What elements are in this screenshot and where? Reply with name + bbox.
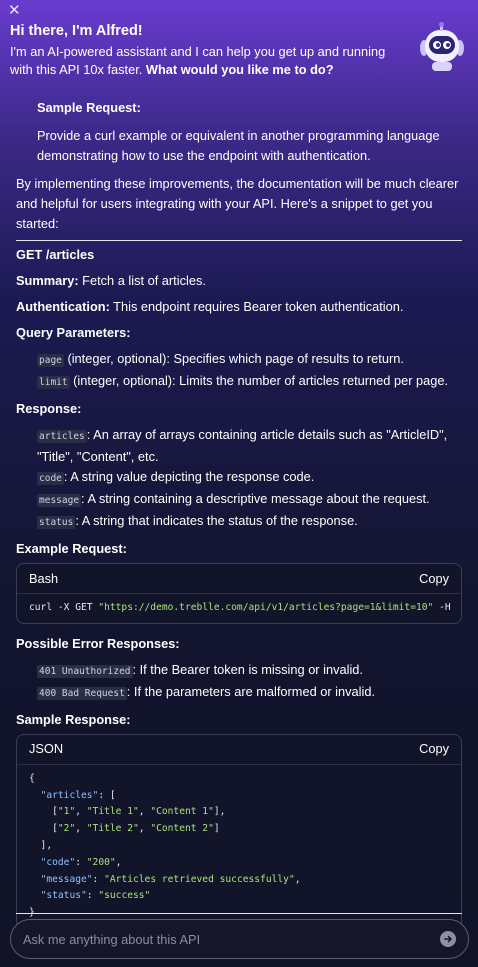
code-line: { (29, 772, 35, 784)
code-language-label: JSON (29, 741, 64, 757)
sample-request-title: Sample Request: (37, 100, 141, 115)
code-language-label: Bash (29, 570, 59, 586)
list-item: 401 Unauthorized : If the Bearer token is missing or invalid. (39, 661, 363, 677)
sample-request-block (16, 98, 462, 166)
arrow-right-icon (443, 934, 453, 944)
query-parameters-list (16, 349, 462, 393)
copy-button[interactable]: Copy (419, 741, 449, 757)
sample-response-codebox (16, 734, 462, 929)
divider (16, 240, 462, 241)
response-list (16, 425, 462, 533)
code-line: ["1", "Title 1", "Content 1"], (29, 806, 226, 818)
list-item: status : A string that indicates the status of the response. (39, 513, 358, 528)
list-item: code : A string value depicting the response code. (39, 469, 315, 484)
code-line: "articles": [ (40, 789, 116, 801)
code-line: ["2", "Title 2", "Content 2"] (29, 823, 220, 835)
code-line: "message": "Articles retrieved successfully", (40, 873, 301, 885)
list-item: limit (integer, optional): Limits the number of articles returned per page. (39, 373, 449, 388)
list-item: articles : An array of arrays containing article details such as "ArticleID", "Title", "Content", etc. (37, 427, 448, 464)
summary-paragraph: By implementing these improvements, the documentation will be much clearer and helpful for users integrating with your API. Here's a snippet to get you started: (16, 176, 459, 231)
example-request-title: Example Request: (16, 541, 127, 556)
list-item: message : A string containing a descriptive message about the request. (39, 491, 430, 506)
copy-button[interactable]: Copy (419, 570, 449, 586)
code-block (17, 765, 461, 928)
authentication-line: Authentication: This endpoint requires Bearer token authentication. (16, 299, 404, 314)
codebox-header (17, 735, 461, 765)
codebox-header (17, 564, 461, 594)
divider (16, 913, 462, 914)
code-line: "code": "200", (40, 856, 122, 868)
greeting-title: Hi there, I'm Alfred! (10, 23, 143, 39)
close-button[interactable]: ✕ (8, 1, 21, 19)
query-parameters-title: Query Parameters: (16, 325, 131, 340)
header (10, 22, 410, 79)
sample-request-text: Provide a curl example or equivalent in another programming language demonstrating how to use the endpoint with authentication. (37, 128, 440, 163)
list-item: page (integer, optional): Specifies which page of results to return. (39, 351, 404, 366)
intro-question: What would you like me to do? (145, 62, 334, 77)
summary-line: Summary: Fetch a list of articles. (16, 273, 206, 288)
chat-content (16, 98, 462, 939)
error-responses-title: Possible Error Responses: (16, 635, 180, 651)
example-request-codebox (16, 563, 462, 624)
sample-response-title: Sample Response: (16, 711, 131, 727)
chat-input[interactable] (23, 932, 440, 947)
endpoint-title: GET /articles (16, 247, 95, 262)
list-item: 400 Bad Request : If the parameters are malformed or invalid. (39, 683, 376, 699)
robot-avatar-icon (416, 22, 468, 74)
chat-input-bar (10, 919, 469, 959)
error-responses-list (16, 660, 462, 704)
code-line: "status": "success" (40, 890, 151, 902)
send-button[interactable] (440, 931, 456, 947)
response-title: Response: (16, 401, 82, 416)
intro-text: I'm an AI-powered assistant and I can help you get up and running with this API 10x faster. What would you like me to do? (10, 44, 386, 77)
code-line: ], (29, 839, 53, 851)
code-block: curl -X GET "https://demo.treblle.com/api/v1/articles?page=1&limit=10" -H (29, 602, 451, 613)
